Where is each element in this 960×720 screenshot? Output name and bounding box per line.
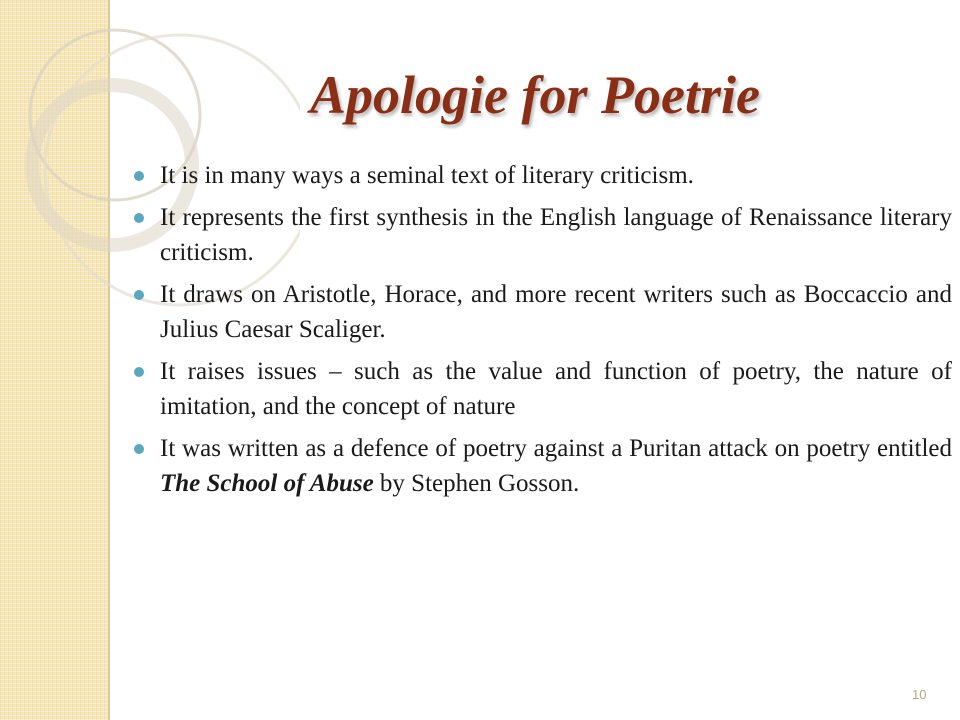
bullet-text-after: by Stephen Gosson. xyxy=(373,470,580,497)
bullet-text: It raises issues – such as the value and function of poetry, the nature of imitation, and the concept of nature xyxy=(160,358,952,420)
bullet-item xyxy=(132,158,952,193)
bullet-icon xyxy=(134,213,144,223)
slide-title: Apologie for Poetrie xyxy=(310,65,760,125)
book-title: The School of Abuse xyxy=(160,470,374,497)
page-number: 10 xyxy=(912,687,927,702)
bullet-list xyxy=(132,158,952,508)
bullet-icon xyxy=(134,290,144,300)
bullet-icon xyxy=(134,171,144,181)
bullet-text: It draws on Aristotle, Horace, and more recent writers such as Boccaccio and Julius Caesar Scaliger. xyxy=(160,281,952,343)
bullet-item xyxy=(132,354,952,424)
bullet-text-before: It was written as a defence of poetry against a Puritan attack on poetry entitled xyxy=(160,435,952,462)
bullet-icon xyxy=(134,367,144,377)
bullet-text: It is in many ways a seminal text of literary criticism. xyxy=(160,162,694,189)
bullet-icon xyxy=(134,444,144,454)
bullet-item xyxy=(132,277,952,347)
bullet-item xyxy=(132,200,952,270)
bullet-item xyxy=(132,431,952,501)
bullet-text: It represents the first synthesis in the English language of Renaissance literary criticism. xyxy=(160,204,952,266)
